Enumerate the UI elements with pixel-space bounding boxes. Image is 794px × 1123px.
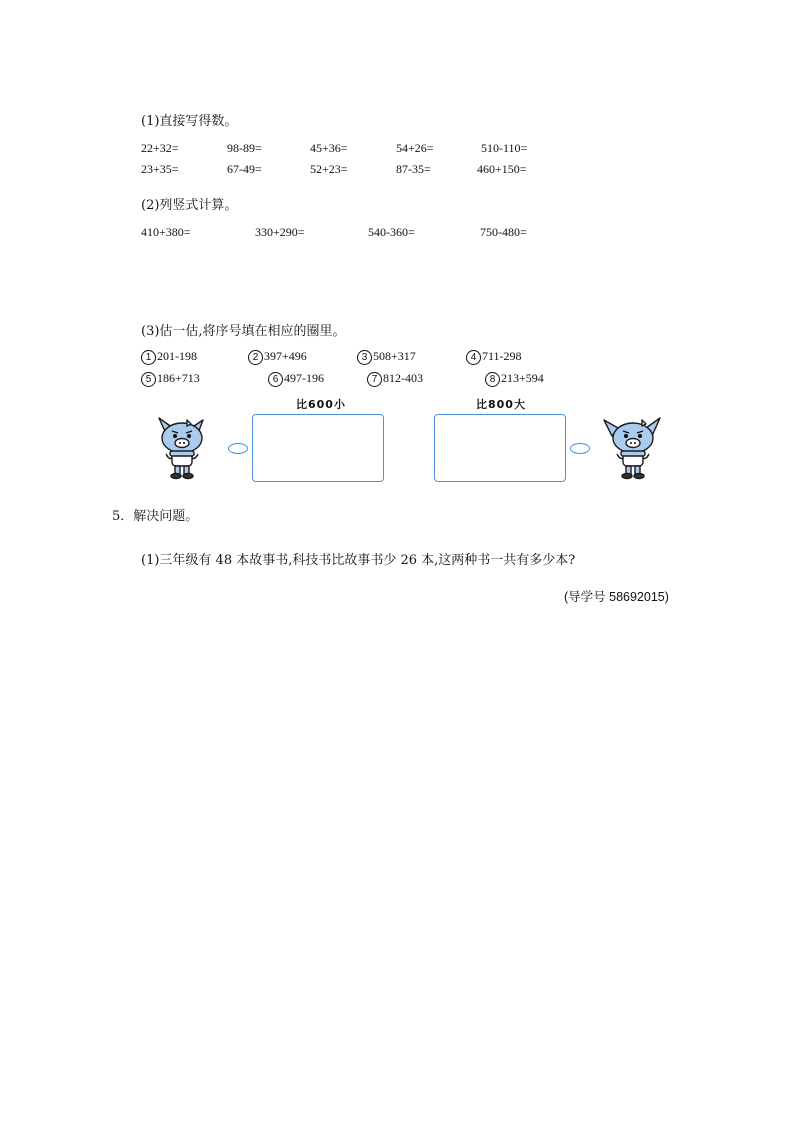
calc-item: 23+35= — [141, 162, 179, 176]
item-number: 2 — [248, 350, 263, 365]
estimate-item — [141, 371, 200, 387]
item-expression: 201-198 — [157, 349, 197, 363]
calc-item: 22+32= — [141, 141, 179, 155]
calc-item: 98-89= — [227, 141, 262, 155]
item-number: 6 — [268, 372, 283, 387]
item-expression: 812-403 — [383, 371, 423, 385]
vertical-calc-item: 540-360= — [368, 225, 415, 239]
calc-item: 87-35= — [396, 162, 431, 176]
calc-item: 54+26= — [396, 141, 434, 155]
item-number: 4 — [466, 350, 481, 365]
pig-illustration-right — [596, 414, 668, 482]
part1-heading: (1)直接写得数。 — [141, 114, 238, 129]
vertical-calc-item: 330+290= — [255, 225, 305, 239]
vertical-calc-item: 410+380= — [141, 225, 191, 239]
box-left-label: 比600小 — [296, 398, 346, 411]
answer-box-less-than-600[interactable] — [252, 414, 384, 482]
item-expression: 186+713 — [157, 371, 200, 385]
item-number: 1 — [141, 350, 156, 365]
section5-heading: 5．解决问题。 — [112, 509, 199, 524]
item-expression: 213+594 — [501, 371, 544, 385]
calc-item: 67-49= — [227, 162, 262, 176]
answer-circle-left[interactable] — [228, 443, 248, 454]
pig-illustration-left — [153, 414, 225, 482]
calc-item: 460+150= — [477, 162, 527, 176]
estimate-item — [466, 349, 522, 365]
box-right-label: 比800大 — [476, 398, 526, 411]
item-expression: 711-298 — [482, 349, 522, 363]
part2-heading: (2)列竖式计算。 — [141, 198, 238, 213]
calc-item: 510-110= — [481, 141, 528, 155]
estimate-item — [485, 371, 544, 387]
question-1: (1)三年级有 48 本故事书,科技书比故事书少 26 本,这两种书一共有多少本? — [141, 553, 576, 568]
estimate-item — [141, 349, 197, 365]
answer-box-greater-than-800[interactable] — [434, 414, 566, 482]
vertical-calc-item: 750-480= — [480, 225, 527, 239]
calc-item: 45+36= — [310, 141, 348, 155]
calc-item: 52+23= — [310, 162, 348, 176]
item-expression: 397+496 — [264, 349, 307, 363]
item-number: 3 — [357, 350, 372, 365]
reference-number: (导学号 58692015) — [564, 590, 669, 604]
estimate-item — [357, 349, 416, 365]
item-number: 5 — [141, 372, 156, 387]
estimate-item — [268, 371, 324, 387]
estimate-item — [248, 349, 307, 365]
item-number: 8 — [485, 372, 500, 387]
item-expression: 508+317 — [373, 349, 416, 363]
estimate-item — [367, 371, 423, 387]
item-expression: 497-196 — [284, 371, 324, 385]
part3-heading: (3)估一估,将序号填在相应的圈里。 — [141, 324, 346, 339]
answer-circle-right[interactable] — [570, 443, 590, 454]
item-number: 7 — [367, 372, 382, 387]
